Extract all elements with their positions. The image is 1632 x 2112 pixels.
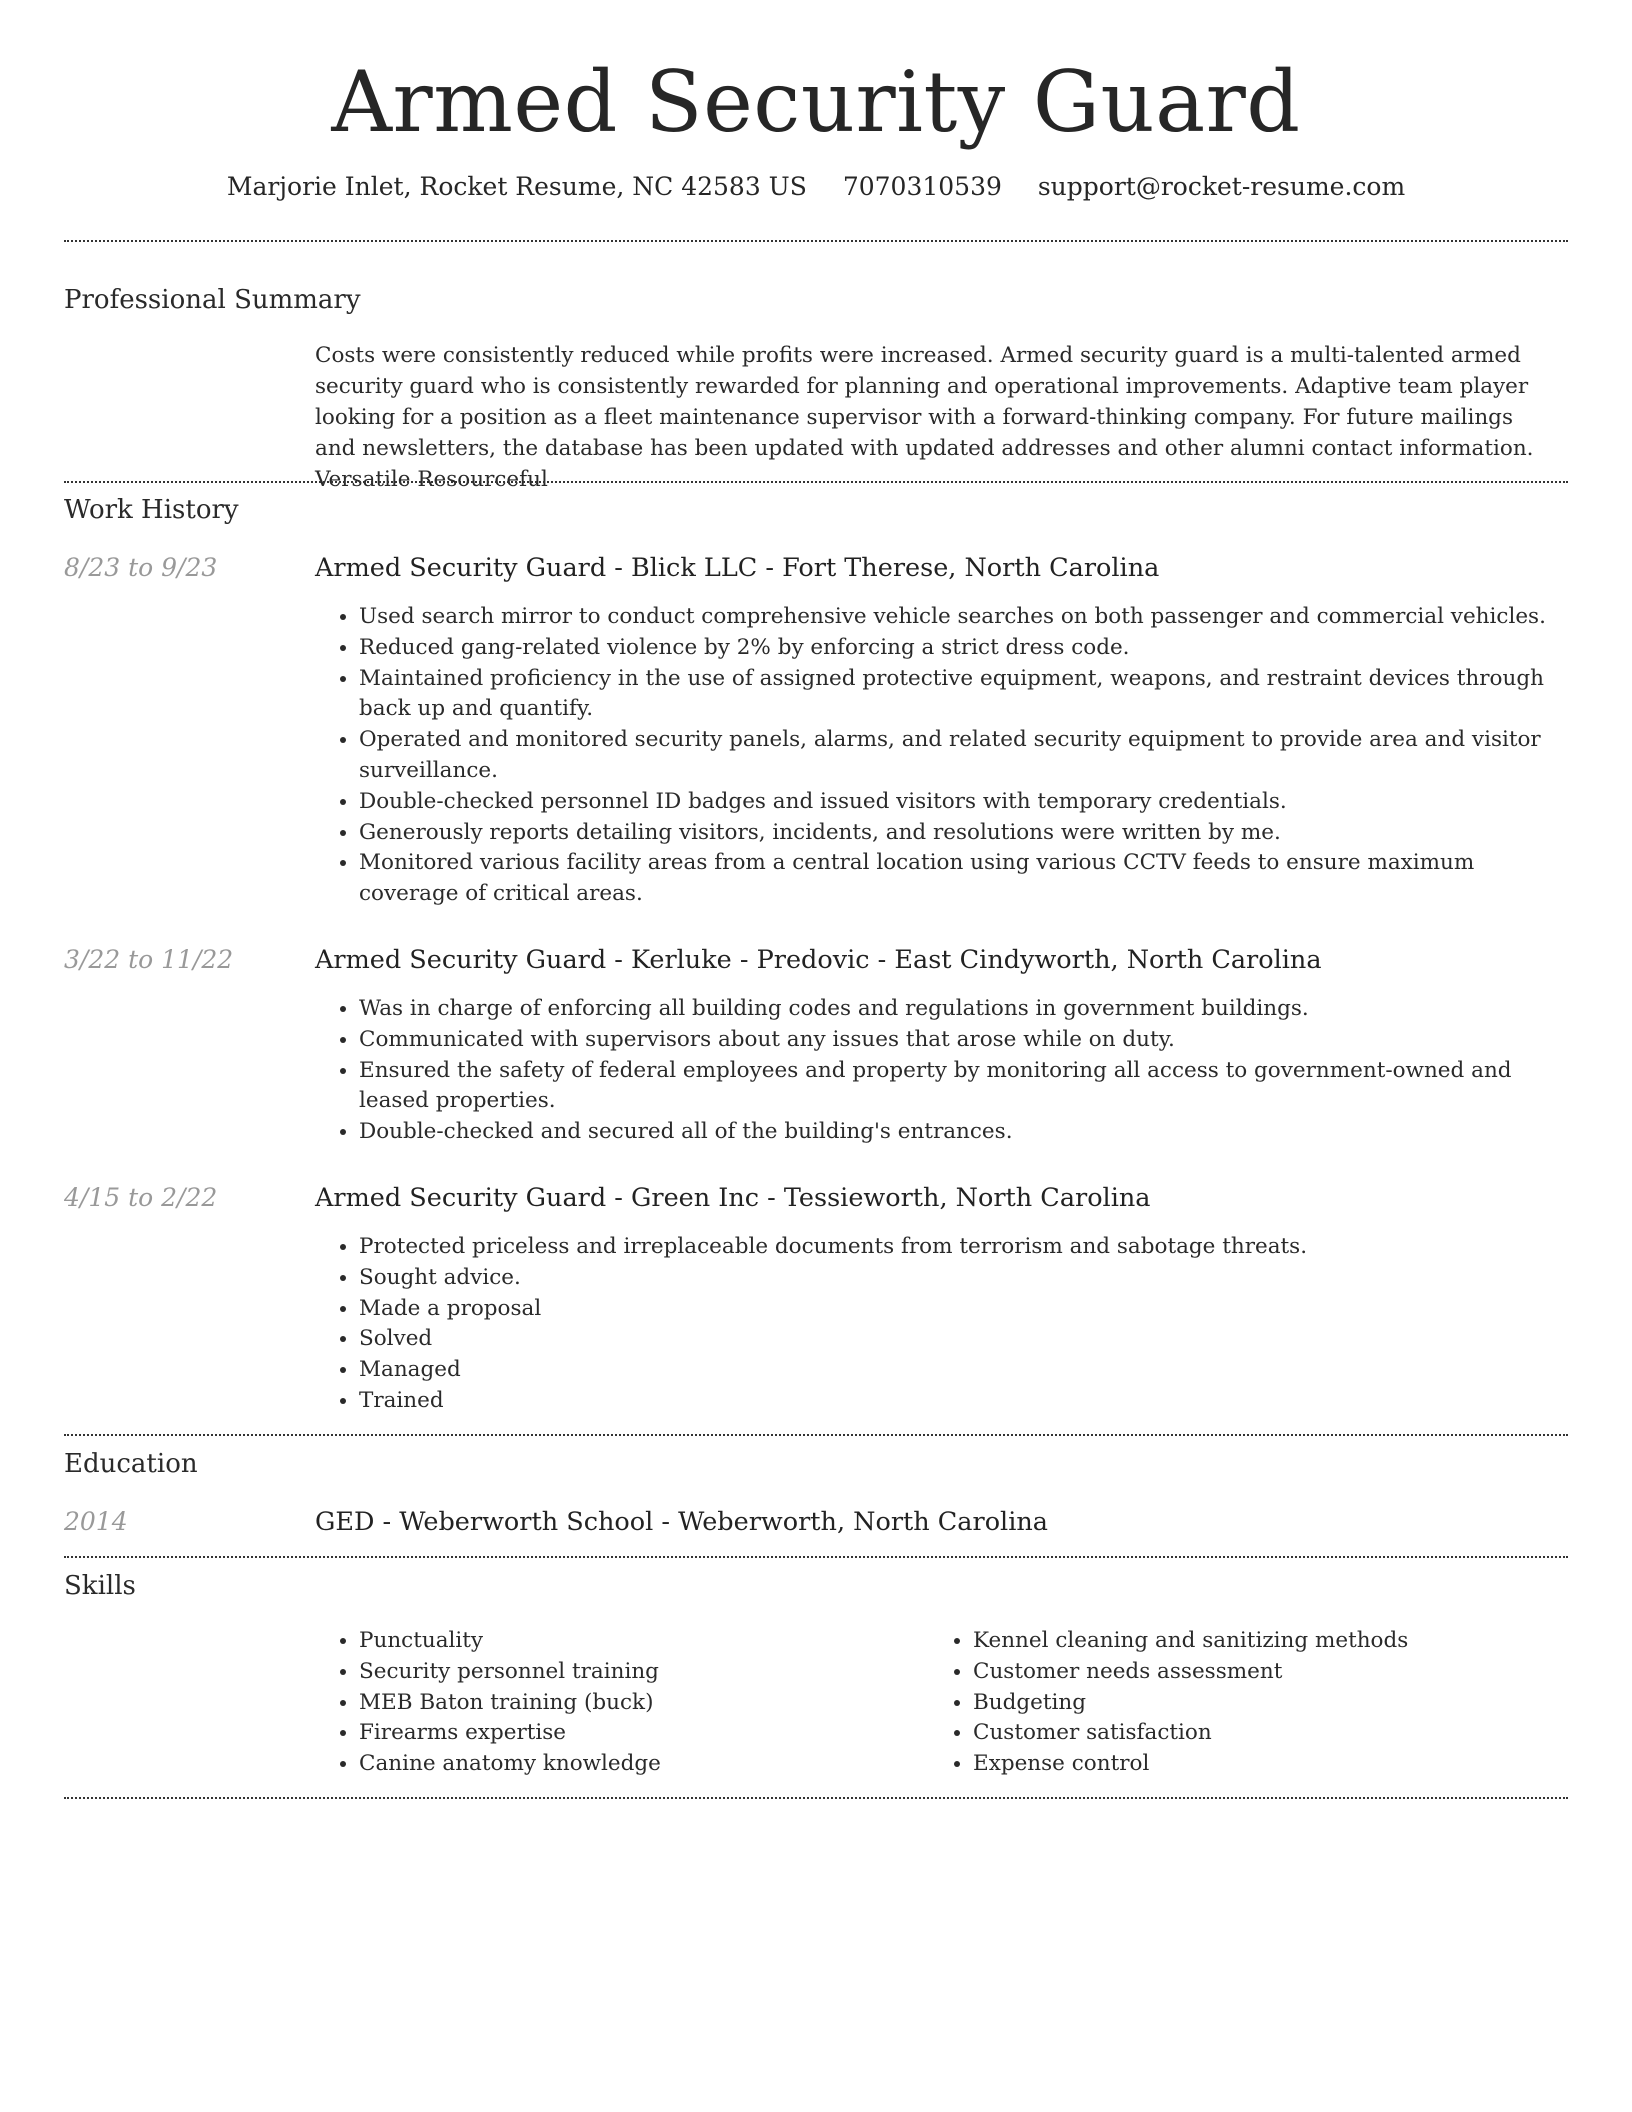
list-item: • Used search mirror to conduct comprehensive vehicle searches on both passenger and commercial vehicles. xyxy=(359,602,1552,633)
list-item: • Protected priceless and irreplaceable documents from terrorism and sabotage threats. xyxy=(359,1232,1552,1263)
job-dates: 8/23 to 9/23 xyxy=(64,553,218,582)
contact-phone: 7070310539 xyxy=(842,172,1002,201)
list-item: • Customer needs assessment xyxy=(973,1657,1593,1688)
job-bullets xyxy=(315,994,1552,1148)
list-item: • Reduced gang-related violence by 2% by enforcing a strict dress code. xyxy=(359,633,1552,664)
list-item: • Operated and monitored security panels, alarms, and related security equipment to provide area and visitor surveillance. xyxy=(359,725,1552,787)
job-dates: 4/15 to 2/22 xyxy=(64,1183,218,1212)
divider-work xyxy=(64,1434,1568,1436)
divider-skills xyxy=(64,1797,1568,1799)
list-item: • Firearms expertise xyxy=(359,1718,919,1749)
job-heading: Armed Security Guard - Kerluke - Predovic - East Cindyworth, North Carolina xyxy=(315,945,1322,975)
section-title-work: Work History xyxy=(64,495,239,525)
list-item: • Ensured the safety of federal employees and property by monitoring all access to government-owned and leased properties. xyxy=(359,1056,1552,1118)
list-item: • Trained xyxy=(359,1386,1552,1417)
list-item: • Canine anatomy knowledge xyxy=(359,1749,919,1780)
list-item: • Punctuality xyxy=(359,1626,919,1657)
job-heading: Armed Security Guard - Green Inc - Tessieworth, North Carolina xyxy=(315,1183,1151,1213)
job-bullets xyxy=(315,602,1552,910)
job-bullets xyxy=(315,1232,1552,1417)
job-dates: 3/22 to 11/22 xyxy=(64,945,234,974)
list-item: • Monitored various facility areas from a central location using various CCTV feeds to ensure maximum coverage of critical areas. xyxy=(359,848,1552,910)
education-dates: 2014 xyxy=(64,1507,128,1536)
list-item: • MEB Baton training (buck) xyxy=(359,1688,919,1719)
divider-summary xyxy=(64,481,1568,483)
list-item: • Generously reports detailing visitors, incidents, and resolutions were written by me. xyxy=(359,818,1552,849)
list-item: • Managed xyxy=(359,1355,1552,1386)
list-item: • Expense control xyxy=(973,1749,1593,1780)
section-title-summary: Professional Summary xyxy=(64,285,361,315)
divider-education xyxy=(64,1556,1568,1558)
list-item: • Double-checked and secured all of the building's entrances. xyxy=(359,1117,1552,1148)
contact-line xyxy=(64,172,1568,202)
contact-email: support@rocket-resume.com xyxy=(1037,172,1406,201)
list-item: • Customer satisfaction xyxy=(973,1718,1593,1749)
list-item: • Budgeting xyxy=(973,1688,1593,1719)
skills-list-right xyxy=(929,1626,1593,1780)
section-title-education: Education xyxy=(64,1449,198,1479)
summary-text: Costs were consistently reduced while profits were increased. Armed security guard is a multi-talented armed security guard who is consistently rewarded for planning and operational improvements. Adaptive team player looking for a position as a fleet maintenance supervisor with a forward-thinking company. For future mailings and newsletters, the database has been updated with updated addresses and other alumni contact information. Versatile Resourceful xyxy=(315,343,1534,492)
skills-list-left xyxy=(315,1626,919,1780)
list-item: • Double-checked personnel ID badges and issued visitors with temporary credentials. xyxy=(359,787,1552,818)
list-item: • Security personnel training xyxy=(359,1657,919,1688)
education-heading: GED - Weberworth School - Weberworth, North Carolina xyxy=(315,1507,1048,1537)
list-item: • Maintained proficiency in the use of assigned protective equipment, weapons, and restraint devices through back up and quantify. xyxy=(359,664,1552,726)
list-item: • Kennel cleaning and sanitizing methods xyxy=(973,1626,1593,1657)
list-item: • Communicated with supervisors about any issues that arose while on duty. xyxy=(359,1025,1552,1056)
section-title-skills: Skills xyxy=(64,1571,136,1601)
job-heading: Armed Security Guard - Blick LLC - Fort Therese, North Carolina xyxy=(315,553,1160,583)
contact-address: Marjorie Inlet, Rocket Resume, NC 42583 US xyxy=(226,172,807,201)
list-item: • Solved xyxy=(359,1324,1552,1355)
list-item: • Was in charge of enforcing all building codes and regulations in government buildings. xyxy=(359,994,1552,1025)
list-item: • Sought advice. xyxy=(359,1263,1552,1294)
resume-name: Armed Security Guard xyxy=(331,53,1301,151)
divider-header xyxy=(64,240,1568,242)
list-item: • Made a proposal xyxy=(359,1294,1552,1325)
